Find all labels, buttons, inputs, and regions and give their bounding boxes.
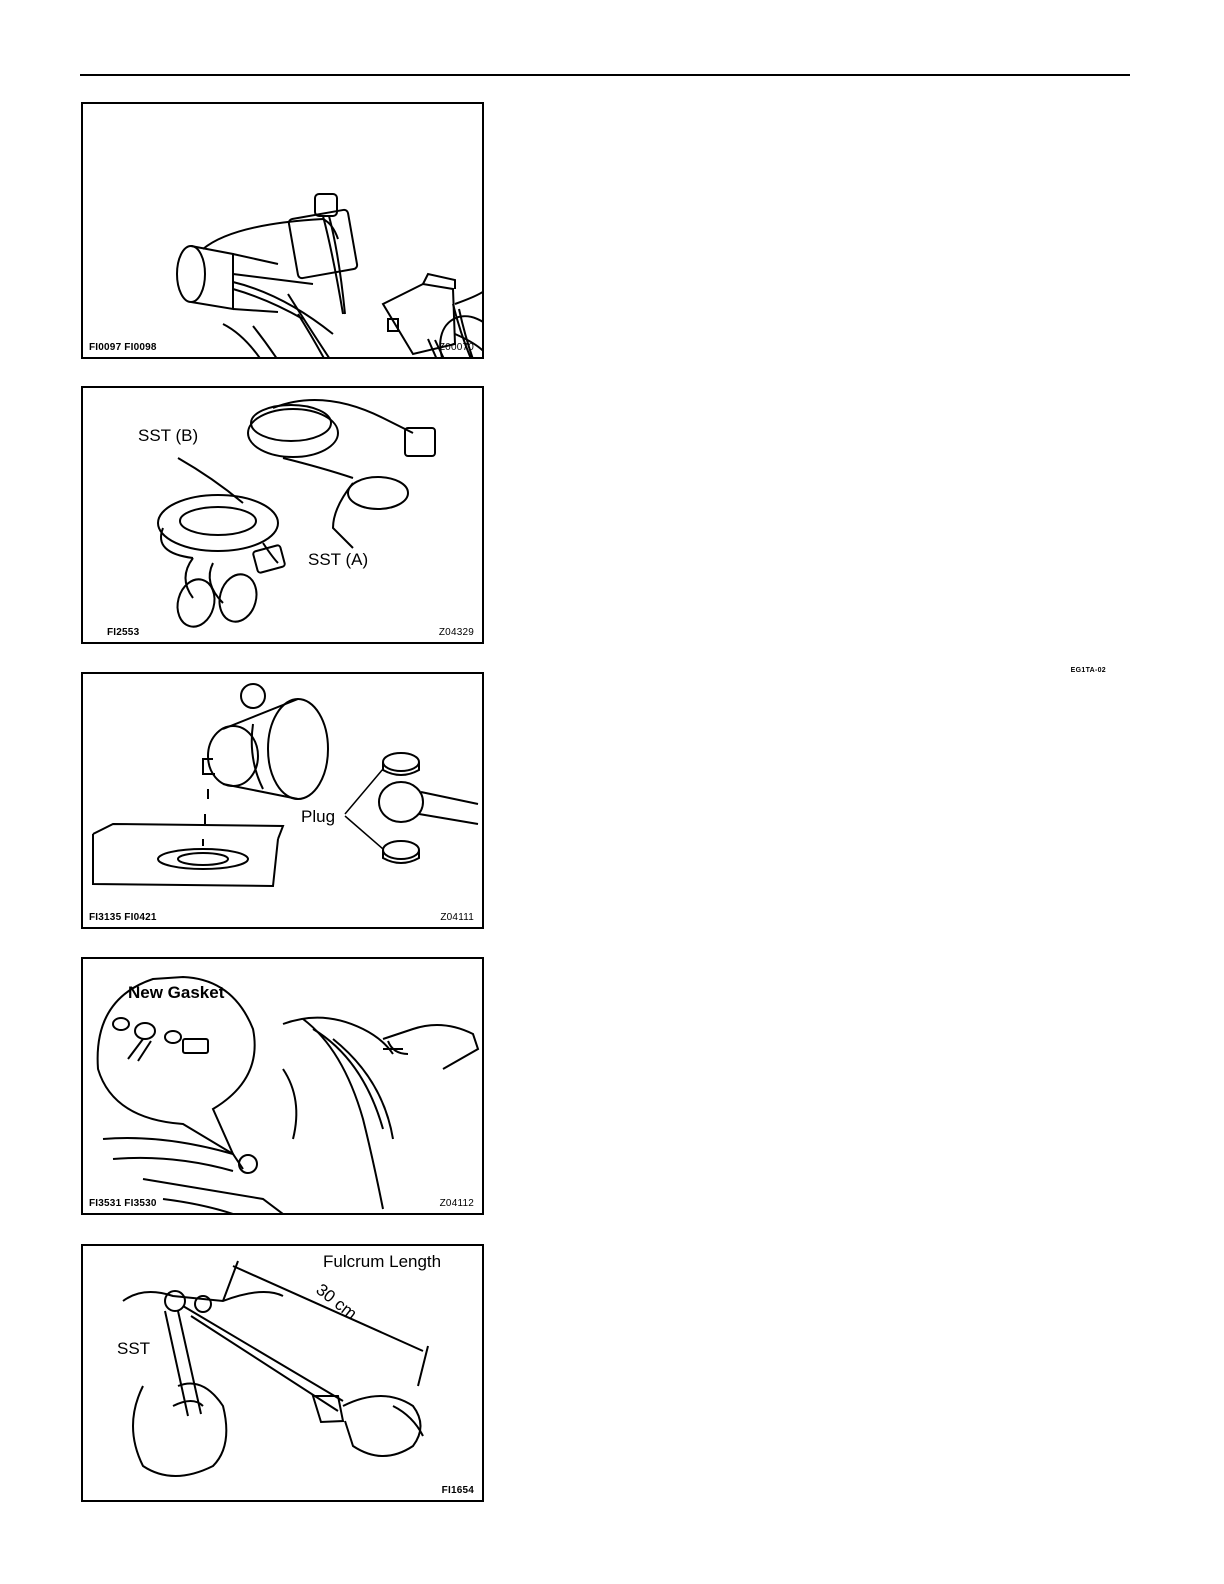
figure-fulcrum-length [81,1244,484,1502]
figure-new-gasket [81,957,484,1215]
figure-code: FI3531 FI3530 [89,1198,157,1209]
sst-b-label: SST (B) [138,426,199,445]
figure-code: FI2553 [107,627,140,638]
figure-ref: Z04112 [439,1198,474,1209]
connector-illustration [83,104,484,359]
header-rule [80,74,1130,76]
figure-sst-wires [81,386,484,644]
sst-label: SST [117,1339,151,1358]
section-code: EG1TA-02 [1070,667,1106,674]
figure-connector-disconnect [81,102,484,359]
figure-drain-plug [81,672,484,929]
figure-ref: Z04111 [440,912,474,923]
figure-code: FI0097 FI0098 [89,342,157,353]
figure-ref: FI1654 [441,1485,474,1496]
drain-plug-illustration [83,674,484,929]
figure-ref: Z00070 [438,342,474,353]
figure-code: FI3135 FI0421 [89,912,157,923]
length-value-label: 30 cm [312,1279,361,1324]
figure-ref: Z04329 [438,627,474,638]
plug-label: Plug [301,807,336,826]
fulcrum-length-label: Fulcrum Length [323,1252,442,1271]
new-gasket-label: New Gasket [128,983,225,1002]
sst-a-label: SST (A) [308,550,369,569]
fulcrum-length-illustration [83,1246,484,1502]
